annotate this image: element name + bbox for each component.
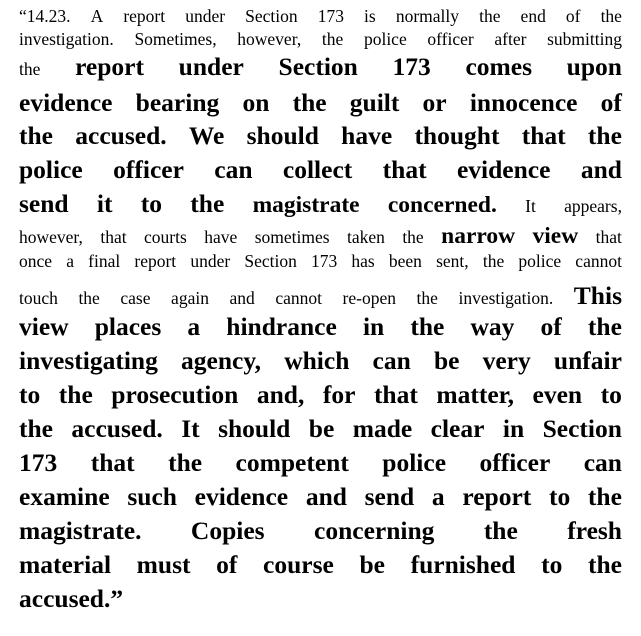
word: the xyxy=(58,380,93,409)
text-line xyxy=(19,29,622,52)
word: the xyxy=(78,288,100,308)
word: evidence xyxy=(19,88,113,117)
word: cannot xyxy=(575,251,622,271)
word: 173 xyxy=(19,448,58,477)
word: submitting xyxy=(547,29,622,49)
quoted-paragraph xyxy=(19,6,622,618)
word: can xyxy=(214,155,253,184)
text-line xyxy=(19,88,622,121)
word: in xyxy=(362,312,385,341)
word: be xyxy=(308,414,335,443)
word: have xyxy=(341,121,393,150)
word: accused. xyxy=(75,121,167,150)
word: matter, xyxy=(436,380,515,409)
word: narrow xyxy=(441,223,516,249)
word: police xyxy=(382,448,447,477)
word: Section xyxy=(278,52,358,81)
text-line xyxy=(19,380,622,414)
word: taken xyxy=(346,227,385,247)
word: magistrate. xyxy=(19,516,142,545)
word: unfair xyxy=(553,346,622,375)
word: however, xyxy=(19,227,83,247)
text-line xyxy=(19,189,622,223)
word: the xyxy=(168,448,203,477)
text-line xyxy=(19,312,622,346)
word: be xyxy=(433,346,460,375)
text-line xyxy=(19,414,622,448)
word: that xyxy=(521,121,566,150)
word: and, xyxy=(256,380,305,409)
word: furnished xyxy=(410,550,516,579)
word: the xyxy=(402,227,424,247)
word: the xyxy=(19,414,53,443)
word: clear xyxy=(430,414,485,443)
word: of xyxy=(565,6,581,26)
word: competent xyxy=(235,448,349,477)
word: should xyxy=(218,414,291,443)
word: A xyxy=(90,6,104,26)
word: that xyxy=(90,448,135,477)
word: sometimes xyxy=(254,227,330,247)
word: and xyxy=(580,155,622,184)
text-line xyxy=(19,516,622,550)
text-line xyxy=(19,448,622,482)
word: of xyxy=(600,88,622,117)
word: send xyxy=(364,482,415,511)
word: that xyxy=(100,227,127,247)
word: the xyxy=(587,121,622,150)
word: “14.23. xyxy=(19,6,71,26)
word: guilt xyxy=(349,88,400,117)
word: very xyxy=(482,346,531,375)
word: officer xyxy=(427,29,474,49)
word: way xyxy=(470,312,515,341)
word: touch xyxy=(19,288,58,308)
word: appears, xyxy=(564,196,622,216)
word: in xyxy=(502,414,525,443)
word: for xyxy=(322,380,356,409)
word: the xyxy=(479,6,501,26)
word: hindrance xyxy=(226,312,337,341)
word: the xyxy=(587,482,622,511)
word: under xyxy=(185,6,226,26)
word: We xyxy=(188,121,225,150)
word: agency, xyxy=(181,346,262,375)
word: evidence xyxy=(194,482,289,511)
word: officer xyxy=(113,155,184,184)
word: which xyxy=(284,346,350,375)
word: comes xyxy=(465,52,532,81)
text-line xyxy=(19,346,622,380)
word: 173 xyxy=(317,6,344,26)
word: This xyxy=(573,281,622,310)
word: concerning xyxy=(314,516,435,545)
word: under xyxy=(178,52,244,81)
word: again xyxy=(171,288,209,308)
word: have xyxy=(204,227,238,247)
word: course xyxy=(263,550,334,579)
word: places xyxy=(94,312,162,341)
word: to xyxy=(600,380,622,409)
word: magistrate xyxy=(252,192,360,218)
text-line xyxy=(19,281,622,312)
word: the xyxy=(416,288,438,308)
word: that xyxy=(382,155,427,184)
text-line xyxy=(19,223,622,251)
word: to xyxy=(19,380,41,409)
word: sent, xyxy=(436,251,469,271)
word: report xyxy=(123,6,166,26)
word: report xyxy=(75,52,144,81)
word: made xyxy=(352,414,413,443)
text-line xyxy=(19,52,622,88)
word: It xyxy=(525,196,536,216)
word: even xyxy=(532,380,583,409)
word: a xyxy=(187,312,201,341)
word: the xyxy=(587,550,622,579)
word: material xyxy=(19,550,112,579)
word: upon xyxy=(566,52,622,81)
word: to xyxy=(548,482,571,511)
word: police xyxy=(19,155,83,184)
word: 173 xyxy=(392,52,431,81)
word: is xyxy=(364,6,376,26)
word: Section xyxy=(542,414,622,443)
word: such xyxy=(127,482,177,511)
word: been xyxy=(388,251,422,271)
word: Section xyxy=(245,6,298,26)
word: the xyxy=(600,6,622,26)
word: of xyxy=(540,312,562,341)
word: after xyxy=(494,29,527,49)
word: examine xyxy=(19,482,110,511)
word: thought xyxy=(414,121,500,150)
word: officer xyxy=(479,448,551,477)
word: courts xyxy=(144,227,187,247)
word: or xyxy=(422,88,447,117)
word: view xyxy=(532,223,579,249)
word: normally xyxy=(395,6,459,26)
word: investigation. xyxy=(458,288,554,308)
word: and xyxy=(305,482,347,511)
word: end xyxy=(520,6,546,26)
word: the xyxy=(321,29,344,49)
text-line xyxy=(19,6,622,29)
word: be xyxy=(359,550,385,579)
word: accused.” xyxy=(19,584,124,613)
word: report xyxy=(134,251,177,271)
word: to xyxy=(140,189,162,218)
word: bearing xyxy=(135,88,220,117)
word: the xyxy=(19,59,41,79)
word: prosecution xyxy=(111,380,239,409)
word: can xyxy=(372,346,411,375)
word: Copies xyxy=(190,516,265,545)
word: that xyxy=(373,380,418,409)
word: a xyxy=(431,482,445,511)
word: to xyxy=(541,550,563,579)
word: however, xyxy=(237,29,302,49)
word: police xyxy=(518,251,562,271)
text-line xyxy=(19,155,622,189)
word: cannot xyxy=(275,288,322,308)
word: the xyxy=(587,312,622,341)
word: Sometimes, xyxy=(134,29,217,49)
text-line xyxy=(19,121,622,155)
word: innocence xyxy=(469,88,578,117)
word: the xyxy=(19,121,53,150)
word: 173 xyxy=(311,251,338,271)
word: and xyxy=(229,288,255,308)
word: collect xyxy=(282,155,353,184)
text-line xyxy=(19,251,622,281)
word: police xyxy=(363,29,407,49)
word: re-open xyxy=(342,288,396,308)
word: it xyxy=(96,189,113,218)
word: fresh xyxy=(567,516,622,545)
word: investigating xyxy=(19,346,158,375)
word: investigation. xyxy=(19,29,114,49)
word: can xyxy=(583,448,622,477)
word: the xyxy=(410,312,445,341)
word: under xyxy=(190,251,231,271)
word: evidence xyxy=(456,155,551,184)
word: Section xyxy=(244,251,297,271)
word: on xyxy=(242,88,270,117)
text-line xyxy=(19,584,622,618)
word: that xyxy=(595,227,622,247)
word: has xyxy=(351,251,375,271)
word: the xyxy=(292,88,327,117)
word: must xyxy=(136,550,191,579)
word: accused. xyxy=(71,414,163,443)
text-line xyxy=(19,482,622,516)
word: case xyxy=(120,288,151,308)
word: concerned. xyxy=(387,192,497,218)
word: should xyxy=(246,121,319,150)
word: view xyxy=(19,312,69,341)
word: the xyxy=(190,189,225,218)
word: a xyxy=(66,251,74,271)
word: once xyxy=(19,251,53,271)
word: the xyxy=(482,251,505,271)
text-line xyxy=(19,550,622,584)
word: final xyxy=(88,251,121,271)
word: report xyxy=(462,482,532,511)
word: It xyxy=(181,414,200,443)
word: send xyxy=(19,189,69,218)
word: of xyxy=(216,550,238,579)
word: the xyxy=(483,516,518,545)
